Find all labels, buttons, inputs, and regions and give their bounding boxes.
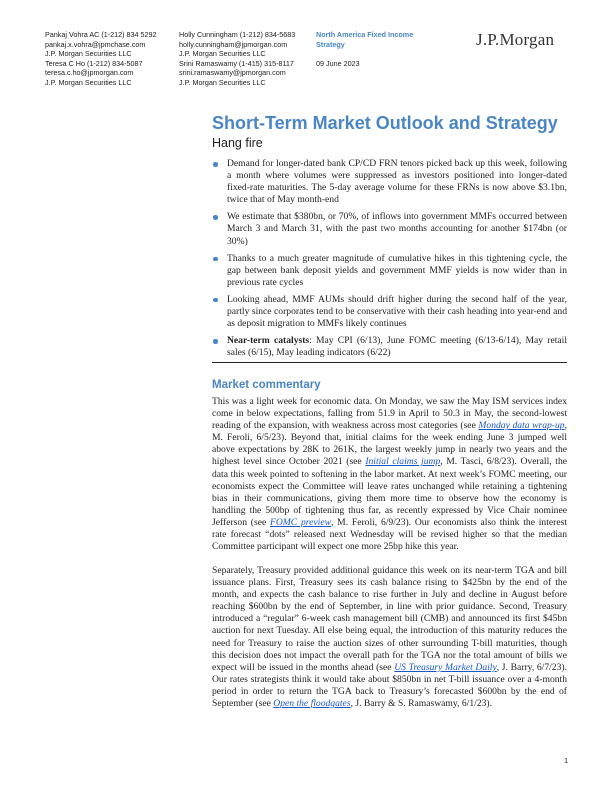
commentary-paragraph-1 bbox=[212, 396, 567, 553]
paragraph-text: , M. Feroli, 6/9/23). Our economists also think the interest rate forecast “dots” released next Wednesday will be revised higher so that the median Committee participant will expect one more 25bp hike this year. bbox=[212, 516, 568, 553]
department-block bbox=[316, 30, 426, 69]
analyst-name-phone: Srini Ramaswamy (1-415) 315-8117 bbox=[179, 58, 294, 68]
paragraph-text: , J. Barry, 6/7/23). Our rates strategists think it would take about $850bn in net T-bill issuance over a 4-month period in order to return the TGA back to Treasury’s forecasted $600bn by the end of September (see bbox=[212, 661, 567, 710]
analyst-contact bbox=[179, 59, 309, 88]
link-monday-data-wrap-up[interactable]: Monday data wrap-up bbox=[478, 420, 565, 432]
key-point-lead: Near-term catalysts bbox=[227, 335, 310, 347]
link-fomc-preview[interactable]: FOMC preview bbox=[270, 516, 331, 528]
analyst-contacts-column-2 bbox=[179, 30, 309, 88]
commentary-paragraph-2 bbox=[212, 565, 567, 710]
analyst-firm: J.P. Morgan Securities LLC bbox=[45, 77, 132, 87]
key-point bbox=[212, 294, 567, 330]
link-us-treasury-market-daily[interactable]: US Treasury Market Daily bbox=[394, 661, 497, 673]
section-title: Market commentary bbox=[212, 379, 321, 391]
key-point bbox=[212, 158, 567, 206]
key-point bbox=[212, 253, 567, 289]
analyst-contact bbox=[179, 30, 309, 59]
key-point bbox=[212, 335, 567, 359]
analyst-firm: J.P. Morgan Securities LLC bbox=[179, 77, 266, 87]
analyst-contacts-column-1 bbox=[45, 30, 173, 88]
publication-date: 09 June 2023 bbox=[316, 59, 360, 69]
analyst-email[interactable]: srini.ramaswamy@jpmorgan.com bbox=[179, 68, 286, 78]
section-divider bbox=[212, 362, 567, 363]
key-point-text: Looking ahead, MMF AUMs should drift higher during the second half of the year, partly since corporates tend to be conservative with their cash heading into year-end and as deposit migration to MMFs likely continues bbox=[227, 293, 567, 330]
paragraph-text: This was a light week for economic data. On Monday, we saw the May ISM services index come in below expectations, falling from 51.9 in April to 50.3 in May, the second-lowest reading of the expansion, with weakness across most categories (see bbox=[212, 396, 567, 432]
paragraph-text: Separately, Treasury provided additional guidance this week on its near-term TGA and bill issuance plans. First, Treasury sees its cash balance rising to $425bn by the end of the month, and expects the cash balance to rise further in July and decline in August before reaching $600bn by the end of September, in line with prior guidance. Second, Treasury introduced a “regular” 6-week cash management bill (CMB) and announced its first $45bn auction for next Tuesday. All else being equal, the introduction of this maturity reduces the need for Treasury to raise the auction sizes of other surrounding T-bill maturities, though this decision does not impact the overall path for the TGA nor the total amount of bills we expect will be issued in the months ahead (see bbox=[212, 565, 567, 673]
analyst-contact bbox=[45, 30, 173, 59]
paragraph-text: , M. Tasci, 6/8/23). Overall, the data this week pointed to softening in the labor market. At next week’s FOMC meeting, our economists expect the Committee will leave rates unchanged while retaining a tightening bias in their communications, giving them more time to observe how the economy is handling the 500bp of tightening thus far, as recently expressed by Vice Chair nominee Jefferson (see bbox=[212, 456, 567, 528]
page-number: 1 bbox=[564, 756, 569, 765]
bullet-dot-icon bbox=[213, 257, 218, 262]
analyst-email[interactable]: holly.cunningham@jpmorgan.com bbox=[179, 39, 288, 49]
link-initial-claims-jump[interactable]: Initial claims jump bbox=[365, 456, 441, 468]
bullet-dot-icon bbox=[213, 215, 218, 220]
key-point-text: Thanks to a much greater magnitude of cumulative hikes in this tightening cycle, the gap between bank deposit yields and government MMF yields is now wider than in previous rate cycles bbox=[227, 252, 567, 288]
key-point bbox=[212, 211, 567, 247]
paragraph-text: , J. Barry & S. Ramaswamy, 6/1/23). bbox=[350, 698, 492, 710]
analyst-email[interactable]: teresa.c.ho@jpmorgan.com bbox=[45, 68, 134, 78]
key-point-text: : May CPI (6/13), June FOMC meeting (6/13-6/14), May retail sales (6/15), May leading indicators (6/22) bbox=[227, 335, 567, 359]
analyst-firm: J.P. Morgan Securities LLC bbox=[179, 49, 266, 59]
analyst-email[interactable]: pankaj.x.vohra@jpmchase.com bbox=[45, 39, 146, 49]
analyst-name-phone: Holly Cunningham (1-212) 834-5683 bbox=[179, 30, 296, 39]
analyst-firm: J.P. Morgan Securities LLC bbox=[45, 49, 132, 59]
bullet-dot-icon bbox=[213, 298, 218, 303]
key-point-text: We estimate that $380bn, or 70%, of inflows into government MMFs occurred between March 3 and March 31, with the past two months accounting for another $174bn (or 30%) bbox=[227, 211, 567, 247]
report-subtitle: Hang fire bbox=[212, 136, 263, 150]
key-point-text: Demand for longer-dated bank CP/CD FRN tenors picked back up this week, following a month where volumes were suppressed as investors positioned into longer-dated fixed-rate maturities. The 5-day average volume for these FRNs is now above $3.1bn, twice that of May month-end bbox=[227, 158, 567, 206]
link-open-the-floodgates[interactable]: Open the floodgates bbox=[273, 698, 351, 710]
bullet-dot-icon bbox=[213, 339, 218, 344]
analyst-name-phone: Teresa C Ho (1-212) 834-5087 bbox=[45, 58, 143, 68]
analyst-name-phone: Pankaj Vohra AC (1-212) 834 5292 bbox=[45, 30, 157, 39]
bullet-dot-icon bbox=[213, 162, 218, 167]
analyst-contact bbox=[45, 59, 173, 88]
report-title: Short-Term Market Outlook and Strategy bbox=[212, 113, 558, 133]
key-points-list bbox=[212, 158, 567, 364]
paragraph-text: , M. Feroli, 6/5/23). Beyond that, initial claims for the week ending June 3 jumped well above expectations by 28K to 261K, the largest weekly jump in nearly two years and the highest level since October 2021 (see bbox=[212, 420, 568, 468]
jpmorgan-logo: J.P.Morgan bbox=[476, 30, 555, 49]
department-label: North America Fixed Income Strategy bbox=[316, 30, 414, 49]
